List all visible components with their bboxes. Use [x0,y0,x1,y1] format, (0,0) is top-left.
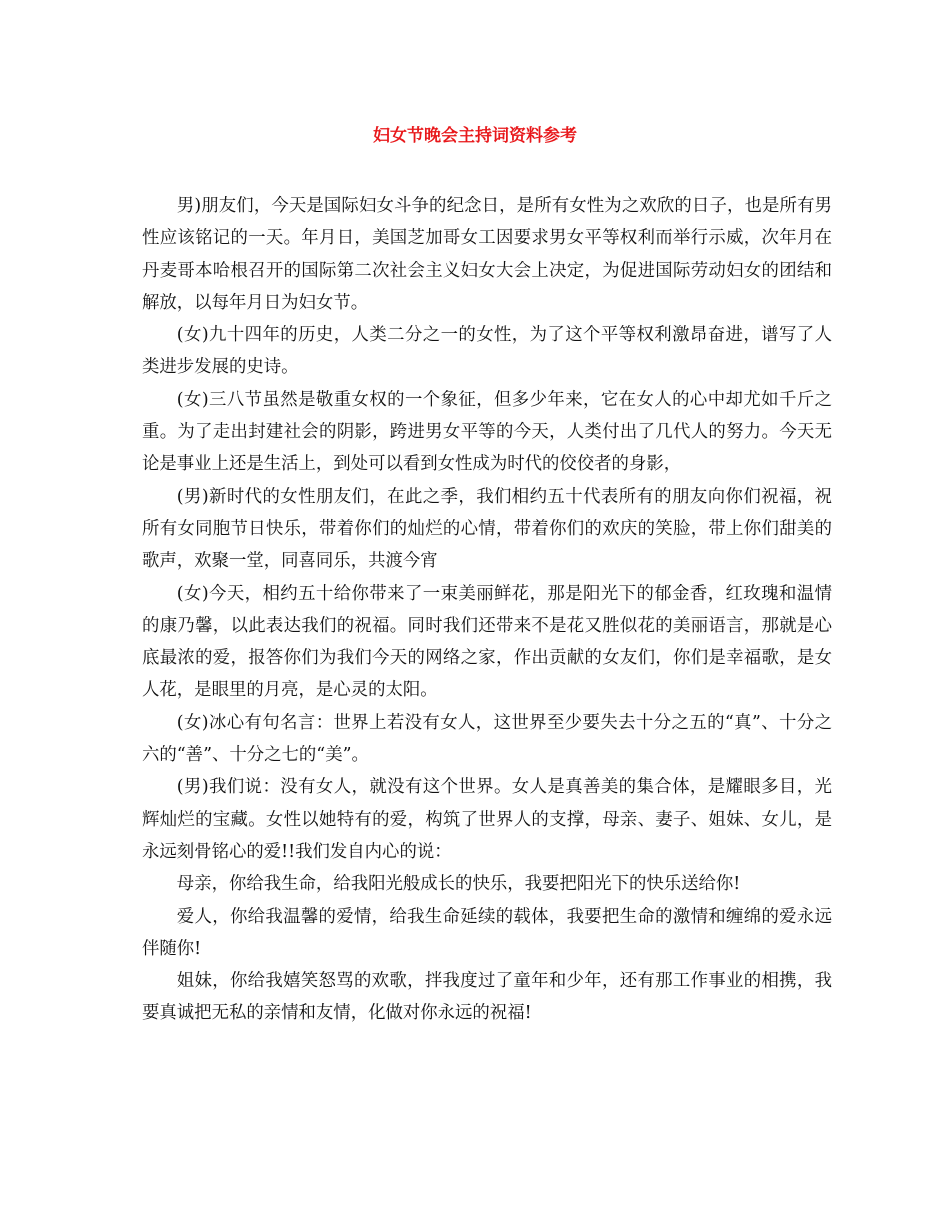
paragraph: (女)今天，相约五十给你带来了一束美丽鲜花，那是阳光下的郁金香，红玫瑰和温情的康乃馨，以此表达我们的祝福。同时我们还带来不是花又胜似花的美丽语言，那就是心底最浓的爱，报答你们为我们今天的网络之家，作出贡献的女友们，你们是幸福歌，是女人花，是眼里的月亮，是心灵的太阳。 [142,583,832,701]
document-body [142,190,832,1030]
paragraph: (女)冰心有句名言：世界上若没有女人，这世界至少要失去十分之五的“真”、十分之六的“善”、十分之七的“美”。 [142,712,832,766]
document-title: 妇女节晚会主持词资料参考 [373,126,577,146]
paragraph: (女)九十四年的历史，人类二分之一的女性，为了这个平等权利激昂奋进，谱写了人类进步发展的史诗。 [142,325,832,378]
paragraph: 男)朋友们，今天是国际妇女斗争的纪念日，是所有女性为之欢欣的日子，也是所有男性应该铭记的一天。年月日，美国芝加哥女工因要求男女平等权利而举行示威，次年月在丹麦哥本哈根召开的国际第二次社会主义妇女大会上决定，为促进国际劳动妇女的团结和解放，以每年月日为妇女节。 [142,196,832,313]
paragraph: 姐妹，你给我嬉笑怒骂的欢歌，拌我度过了童年和少年，还有那工作事业的相携，我要真诚把无私的亲情和友情，化做对你永远的祝福! [142,971,832,1024]
paragraph: (男)新时代的女性朋友们，在此之季，我们相约五十代表所有的朋友向你们祝福，祝所有女同胞节日快乐，带着你们的灿烂的心情，带着你们的欢庆的笑脸，带上你们甜美的歌声，欢聚一堂，同喜同乐，共渡今宵 [142,486,832,572]
paragraph: 爱人，你给我温馨的爱情，给我生命延续的载体，我要把生命的激情和缠绵的爱永远伴随你! [142,906,832,959]
paragraph: 母亲，你给我生命，给我阳光般成长的快乐，我要把阳光下的快乐送给你! [176,874,741,895]
paragraph: (男)我们说：没有女人，就没有这个世界。女人是真善美的集合体，是耀眼多目，光辉灿烂的宝藏。女性以她特有的爱，构筑了世界人的支撑，母亲、妻子、姐妹、女儿，是永远刻骨铭心的爱!!我们发自内心的说： [142,777,832,862]
paragraph: (女)三八节虽然是敬重女权的一个象征，但多少年来，它在女人的心中却尤如千斤之重。为了走出封建社会的阴影，跨进男女平等的今天，人类付出了几代人的努力。今天无论是事业上还是生活上，到处可以看到女性成为时代的佼佼者的身影， [142,389,832,475]
